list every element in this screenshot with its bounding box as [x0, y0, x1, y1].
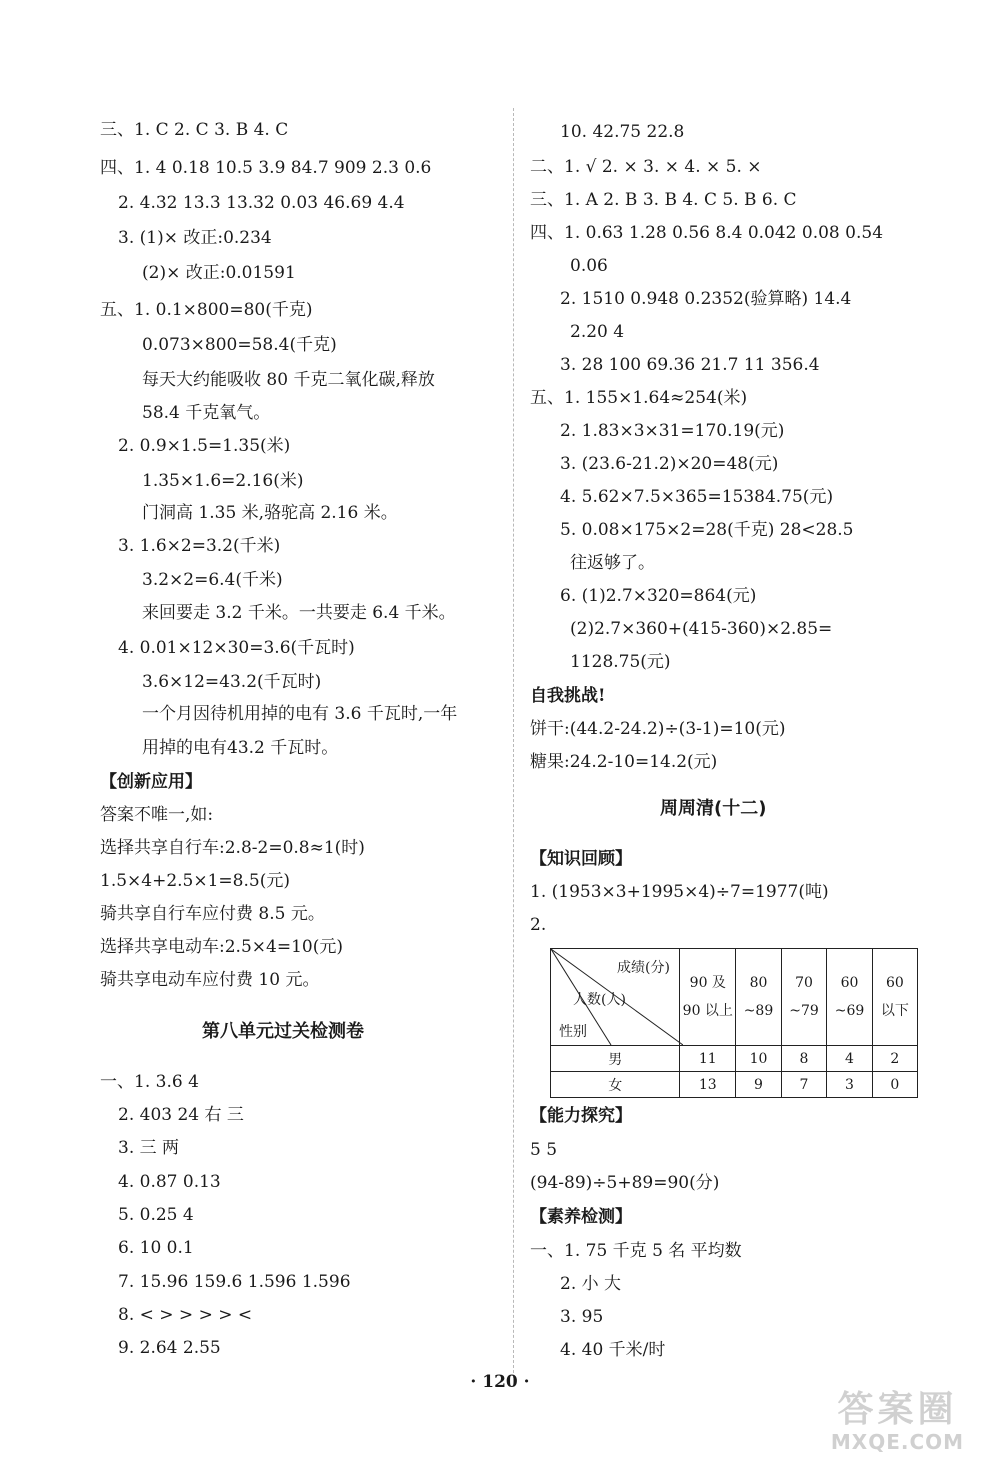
section-heading: 自我挑战! [530, 686, 606, 706]
answer-line: 四、1. 0.63 1.28 0.56 8.4 0.042 0.08 0.54 [530, 223, 884, 243]
answer-line: 58.4 千克氧气。 [142, 403, 271, 423]
answer-line: 3. 1.6×2=3.2(千米) [118, 536, 281, 556]
header-gender: 性别 [559, 1024, 587, 1040]
answer-line: 五、1. 0.1×800=80(千克) [100, 300, 313, 320]
answer-line: 2. 403 24 右 三 [118, 1105, 244, 1125]
table-cell: 10 [736, 1046, 782, 1072]
answer-line: 五、1. 155×1.64≈254(米) [530, 388, 748, 408]
table-row [551, 1072, 918, 1098]
answer-line: 2. 1510 0.948 0.2352(验算略) 14.4 [560, 289, 852, 309]
answer-line: 一、1. 75 千克 5 名 平均数 [530, 1241, 742, 1261]
section-heading: 【知识回顾】 [530, 849, 632, 869]
answer-line: 2. [530, 915, 547, 935]
answer-line: 2. 1.83×3×31=170.19(元) [560, 421, 785, 441]
answer-line: 饼干:(44.2-24.2)÷(3-1)=10(元) [530, 719, 786, 739]
watermark-text: 答案圈 [837, 1389, 958, 1430]
answer-line: 3.6×12=43.2(千瓦时) [142, 672, 322, 692]
answer-line: 7. 15.96 159.6 1.596 1.596 [118, 1272, 351, 1292]
answer-line: 5. 0.08×175×2=28(千克) 28<28.5 [560, 520, 854, 540]
table-row [551, 1046, 918, 1072]
column-header: 60 ~69 [827, 949, 873, 1046]
answer-line: 3. 28 100 69.36 21.7 11 356.4 [560, 355, 820, 375]
answer-line: 9. 2.64 2.55 [118, 1338, 221, 1358]
answer-line: 选择共享自行车:2.8-2=0.8≈1(时) [100, 838, 365, 858]
answer-line: 2.20 4 [570, 322, 625, 342]
answer-line: 门洞高 1.35 米,骆驼高 2.16 米。 [142, 503, 398, 523]
answer-line: 1. (1953×3+1995×4)÷7=1977(吨) [530, 882, 829, 902]
answer-line: 2. 4.32 13.3 13.32 0.03 46.69 4.4 [118, 193, 405, 213]
table-cell: 2 [872, 1046, 917, 1072]
answer-line: 2. 小 大 [560, 1274, 622, 1294]
answer-line: 四、1. 4 0.18 10.5 3.9 84.7 909 2.3 0.6 [100, 158, 432, 178]
column-divider [513, 108, 514, 1378]
answer-line: 3.2×2=6.4(千米) [142, 570, 283, 590]
answer-line: 来回要走 3.2 千米。一共要走 6.4 千米。 [142, 603, 456, 623]
answer-line: 用掉的电有43.2 千瓦时。 [142, 738, 339, 758]
section-heading: 【创新应用】 [100, 772, 202, 792]
header-count: 人数(人) [573, 992, 626, 1008]
answer-line: 3. 95 [560, 1307, 604, 1327]
answer-line: 三、1. C 2. C 3. B 4. C [100, 120, 289, 140]
answer-line: 0.073×800=58.4(千克) [142, 335, 337, 355]
column-header: 80 ~89 [736, 949, 782, 1046]
table-cell: 7 [781, 1072, 827, 1098]
table-cell: 11 [680, 1046, 736, 1072]
watermark-logo [810, 1390, 985, 1460]
answer-line: 二、1. √ 2. × 3. × 4. × 5. × [530, 157, 762, 177]
answer-line: 5. 0.25 4 [118, 1205, 194, 1225]
answer-line: (94-89)÷5+89=90(分) [530, 1173, 720, 1193]
column-header: 90 及 90 以上 [680, 949, 736, 1046]
answer-line: 1.35×1.6=2.16(米) [142, 471, 304, 491]
answer-line: 3. (23.6-21.2)×20=48(元) [560, 454, 779, 474]
answer-line: 10. 42.75 22.8 [560, 122, 685, 142]
answer-line: (2)2.7×360+(415-360)×2.85= [570, 619, 833, 639]
table-cell: 13 [680, 1072, 736, 1098]
table-cell: 0 [872, 1072, 917, 1098]
answer-line: 6. (1)2.7×320=864(元) [560, 586, 757, 606]
answer-line: 一、1. 3.6 4 [100, 1072, 199, 1092]
unit-title: 第八单元过关检测卷 [202, 1021, 364, 1042]
row-label: 男 [551, 1046, 680, 1072]
column-header: 60 以下 [872, 949, 917, 1046]
header-score: 成绩(分) [617, 960, 670, 976]
table-cell: 8 [781, 1046, 827, 1072]
answer-line: 一个月因待机用掉的电有 3.6 千瓦时,一年 [142, 704, 458, 724]
answer-line: 1128.75(元) [570, 652, 671, 672]
table-cell: 9 [736, 1072, 782, 1098]
table-cell: 4 [827, 1046, 873, 1072]
answer-line: 1.5×4+2.5×1=8.5(元) [100, 871, 290, 891]
answer-line: 往返够了。 [570, 553, 655, 573]
answer-line: 每天大约能吸收 80 千克二氧化碳,释放 [142, 370, 435, 390]
table-cell: 3 [827, 1072, 873, 1098]
answer-line: 6. 10 0.1 [118, 1238, 194, 1258]
score-table [550, 948, 918, 1098]
answer-line: 3. 三 两 [118, 1138, 180, 1158]
answer-line: 骑共享电动车应付费 10 元。 [100, 970, 320, 990]
column-header: 70 ~79 [781, 949, 827, 1046]
answer-line: 三、1. A 2. B 3. B 4. C 5. B 6. C [530, 190, 797, 210]
answer-line: 8. < > > > > < [118, 1305, 253, 1325]
answer-line: 骑共享自行车应付费 8.5 元。 [100, 904, 325, 924]
answer-line: 2. 0.9×1.5=1.35(米) [118, 436, 291, 456]
answer-line: 4. 0.87 0.13 [118, 1172, 221, 1192]
watermark-url: MXQE.COM [830, 1430, 965, 1454]
answer-line: 5 5 [530, 1140, 558, 1160]
answer-line: 答案不唯一,如: [100, 805, 214, 825]
answer-line: 4. 0.01×12×30=3.6(千瓦时) [118, 638, 355, 658]
row-label: 女 [551, 1072, 680, 1098]
answer-line: 4. 40 千米/时 [560, 1340, 666, 1360]
answer-line: 选择共享电动车:2.5×4=10(元) [100, 937, 343, 957]
answer-line: 糖果:24.2-10=14.2(元) [530, 752, 718, 772]
page-number: · 120 · [470, 1372, 530, 1392]
answer-line: 4. 5.62×7.5×365=15384.75(元) [560, 487, 834, 507]
answer-line: 0.06 [570, 256, 608, 276]
diagonal-header-cell [551, 949, 680, 1046]
section-heading: 【能力探究】 [530, 1106, 632, 1126]
answer-line: 3. (1)× 改正:0.234 [118, 228, 272, 248]
unit-title: 周周清(十二) [660, 798, 767, 819]
section-heading: 【素养检测】 [530, 1207, 632, 1227]
answer-line: (2)× 改正:0.01591 [142, 263, 296, 283]
